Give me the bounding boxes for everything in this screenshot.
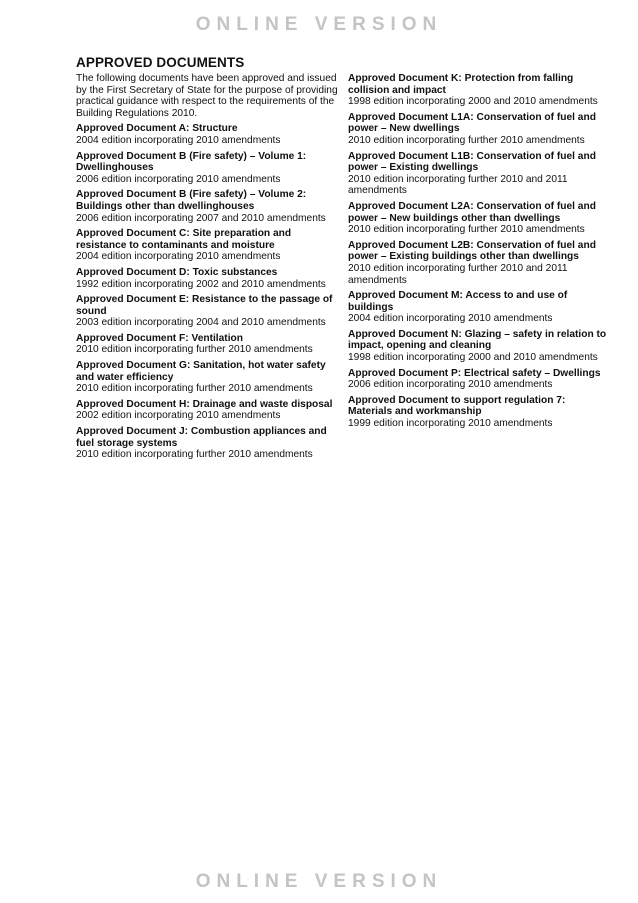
document-entry bbox=[348, 240, 610, 286]
document-edition: 2004 edition incorporating 2010 amendments bbox=[76, 134, 281, 146]
document-edition: 2010 edition incorporating further 2010 amendments bbox=[76, 383, 313, 395]
document-edition: 2010 edition incorporating further 2010 amendments bbox=[348, 134, 585, 146]
document-edition: 2002 edition incorporating 2010 amendments bbox=[76, 410, 281, 422]
document-edition: 2010 edition incorporating further 2010 amendments bbox=[76, 449, 313, 461]
document-edition: 2006 edition incorporating 2010 amendments bbox=[76, 173, 281, 185]
document-title: Approved Document C: Site preparation and resistance to contaminants and moisture bbox=[76, 228, 292, 251]
page-title: APPROVED DOCUMENTS bbox=[76, 55, 245, 70]
document-entry bbox=[76, 189, 338, 224]
document-edition: 2006 edition incorporating 2010 amendments bbox=[348, 379, 553, 391]
intro-paragraph: The following documents have been approved and issued by the First Secretary of State for the purpose of providing practical guidance with respect to the requirements of the Building Regulations 2010. bbox=[76, 73, 338, 119]
document-title: Approved Document L1B: Conservation of fuel and power – Existing dwellings bbox=[348, 150, 596, 174]
document-entry bbox=[76, 360, 338, 395]
document-entry bbox=[348, 201, 610, 236]
document-title: Approved Document K: Protection from falling collision and impact bbox=[348, 73, 574, 96]
watermark-top: ONLINE VERSION bbox=[195, 14, 443, 35]
document-entry bbox=[76, 294, 338, 329]
document-entry bbox=[76, 426, 338, 461]
document-edition: 2006 edition incorporating 2007 and 2010 amendments bbox=[76, 212, 326, 224]
document-edition: 1999 edition incorporating 2010 amendments bbox=[348, 418, 553, 430]
document-edition: 2010 edition incorporating further 2010 amendments bbox=[348, 224, 585, 236]
document-title: Approved Document to support regulation 7: Materials and workmanship bbox=[348, 394, 566, 418]
document-entry bbox=[76, 228, 338, 263]
document-entry bbox=[76, 267, 338, 290]
document-title: Approved Document B (Fire safety) – Volume 2: Buildings other than dwellinghouses bbox=[76, 189, 307, 212]
document-entry bbox=[76, 123, 338, 146]
document-entry bbox=[348, 73, 610, 108]
document-title: Approved Document M: Access to and use of buildings bbox=[348, 290, 568, 313]
document-entry bbox=[348, 290, 610, 325]
document-edition: 2004 edition incorporating 2010 amendments bbox=[76, 251, 281, 263]
right-column bbox=[348, 73, 610, 434]
document-entry bbox=[76, 333, 338, 356]
document-entry bbox=[76, 399, 338, 422]
document-entry bbox=[348, 368, 610, 391]
document-title: Approved Document D: Toxic substances bbox=[76, 266, 278, 278]
document-edition: 1998 edition incorporating 2000 and 2010 amendments bbox=[348, 352, 598, 364]
document-title: Approved Document L2A: Conservation of fuel and power – New buildings other than dwellings bbox=[348, 200, 596, 224]
document-edition: 2010 edition incorporating further 2010 amendments bbox=[76, 344, 313, 356]
document-edition: 2004 edition incorporating 2010 amendments bbox=[348, 313, 553, 325]
document-edition: 2010 edition incorporating further 2010 and 2011 amendments bbox=[348, 262, 568, 286]
document-edition: 1998 edition incorporating 2000 and 2010 amendments bbox=[348, 96, 598, 108]
document-title: Approved Document E: Resistance to the passage of sound bbox=[76, 294, 333, 317]
document-entry bbox=[348, 151, 610, 197]
document-entry bbox=[348, 112, 610, 147]
document-title: Approved Document J: Combustion appliances and fuel storage systems bbox=[76, 426, 327, 449]
document-title: Approved Document P: Electrical safety – Dwellings bbox=[348, 367, 601, 379]
document-title: Approved Document L1A: Conservation of fuel and power – New dwellings bbox=[348, 111, 596, 135]
document-edition: 2010 edition incorporating further 2010 and 2011 amendments bbox=[348, 173, 568, 197]
document-entry bbox=[348, 329, 610, 364]
document-title: Approved Document H: Drainage and waste disposal bbox=[76, 398, 333, 410]
document-edition: 1992 edition incorporating 2002 and 2010 amendments bbox=[76, 278, 326, 290]
document-entry bbox=[348, 395, 610, 430]
document-title: Approved Document B (Fire safety) – Volume 1: Dwellinghouses bbox=[76, 150, 307, 174]
watermark-bottom: ONLINE VERSION bbox=[195, 871, 443, 892]
document-title: Approved Document G: Sanitation, hot water safety and water efficiency bbox=[76, 360, 326, 383]
document-title: Approved Document A: Structure bbox=[76, 123, 238, 135]
document-edition: 2003 edition incorporating 2004 and 2010 amendments bbox=[76, 317, 326, 329]
document-title: Approved Document L2B: Conservation of fuel and power – Existing buildings other than dwellings bbox=[348, 239, 596, 263]
document-entry bbox=[76, 151, 338, 186]
left-column bbox=[76, 73, 338, 465]
document-title: Approved Document N: Glazing – safety in relation to impact, opening and cleaning bbox=[348, 328, 607, 352]
document-title: Approved Document F: Ventilation bbox=[76, 332, 243, 344]
